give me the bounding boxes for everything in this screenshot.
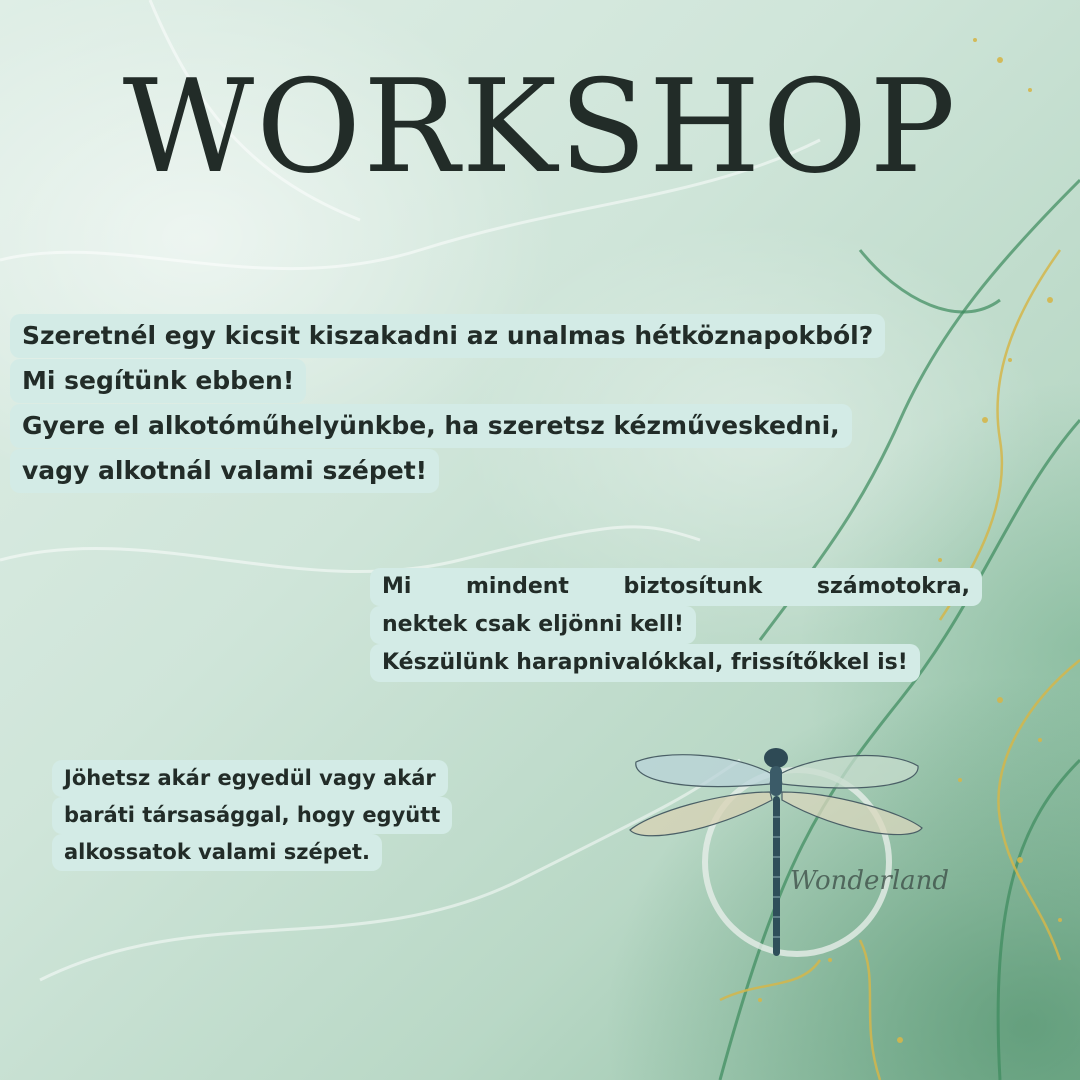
provision-word: mindent — [465, 574, 569, 599]
invite-text — [52, 760, 452, 871]
intro-line: Gyere el alkotóműhelyünkbe, ha szeretsz kézműveskedni, — [10, 404, 852, 448]
provision-line: Készülünk harapnivalókkal, frissítőkkel is! — [370, 644, 920, 682]
provision-text — [370, 568, 982, 682]
intro-line: vagy alkotnál valami szépet! — [10, 449, 439, 493]
invite-line: Jöhetsz akár egyedül vagy akár — [52, 760, 448, 797]
provision-word: biztosítunk — [623, 574, 763, 599]
intro-text — [10, 314, 885, 494]
provision-line: nektek csak eljönni kell! — [370, 606, 696, 644]
invite-line: baráti társasággal, hogy együtt — [52, 797, 452, 834]
logo-text: Wonderland — [790, 866, 950, 896]
provision-word: számotokra, — [816, 574, 970, 599]
provision-word: Mi — [382, 574, 412, 599]
invite-line: alkossatok valami szépet. — [52, 834, 382, 871]
dragonfly-icon — [622, 722, 962, 972]
provision-line — [370, 568, 982, 606]
intro-line: Szeretnél egy kicsit kiszakadni az unalmas hétköznapokból? — [10, 314, 885, 358]
page-title: WORKSHOP — [122, 53, 958, 202]
intro-line: Mi segítünk ebben! — [10, 359, 306, 403]
